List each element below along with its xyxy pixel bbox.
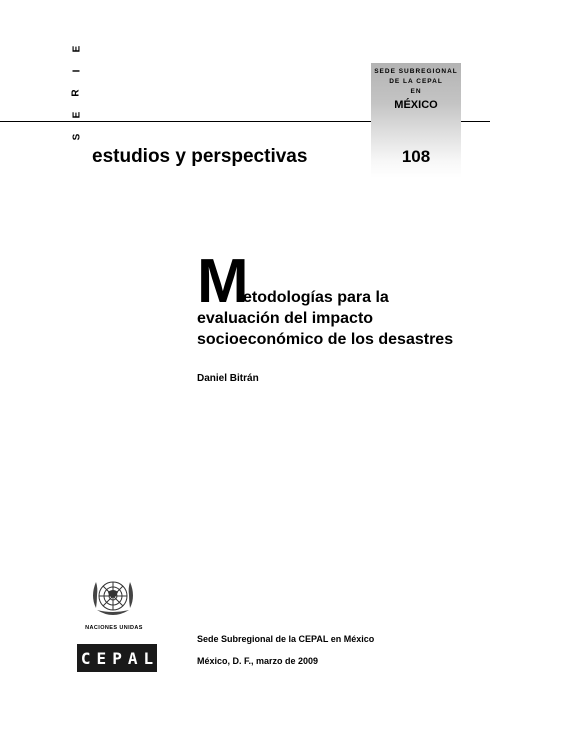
sede-label bbox=[371, 67, 461, 111]
serie-letter: S bbox=[70, 133, 82, 141]
sede-country: MÉXICO bbox=[394, 99, 438, 111]
author-name: Daniel Bitrán bbox=[197, 373, 259, 384]
serie-letter: I bbox=[71, 69, 82, 73]
serie-letter: E bbox=[70, 45, 82, 53]
serie-letter: E bbox=[70, 111, 82, 119]
cepal-logo-text: CEPAL bbox=[80, 648, 160, 668]
title-initial: M bbox=[197, 247, 249, 316]
un-emblem-icon bbox=[87, 572, 139, 624]
sede-line-3: EN bbox=[410, 88, 422, 95]
sede-line-2: DE LA CEPAL bbox=[389, 78, 443, 85]
un-label: NACIONES UNIDAS bbox=[85, 625, 143, 631]
series-title: estudios y perspectivas bbox=[92, 146, 308, 167]
sede-line-1: SEDE SUBREGIONAL bbox=[374, 68, 458, 75]
title-line-3: socioeconómico de los desastres bbox=[197, 331, 454, 348]
serie-vertical-label bbox=[70, 38, 90, 148]
serie-letter: R bbox=[70, 89, 82, 97]
publisher-line: Sede Subregional de la CEPAL en México bbox=[197, 634, 375, 644]
place-date-line: México, D. F., marzo de 2009 bbox=[197, 656, 319, 666]
series-number: 108 bbox=[401, 147, 431, 166]
title-line-2: evaluación del impacto bbox=[197, 310, 374, 327]
cepal-logo bbox=[77, 644, 160, 672]
title-line-1: etodologías para la bbox=[243, 289, 389, 306]
